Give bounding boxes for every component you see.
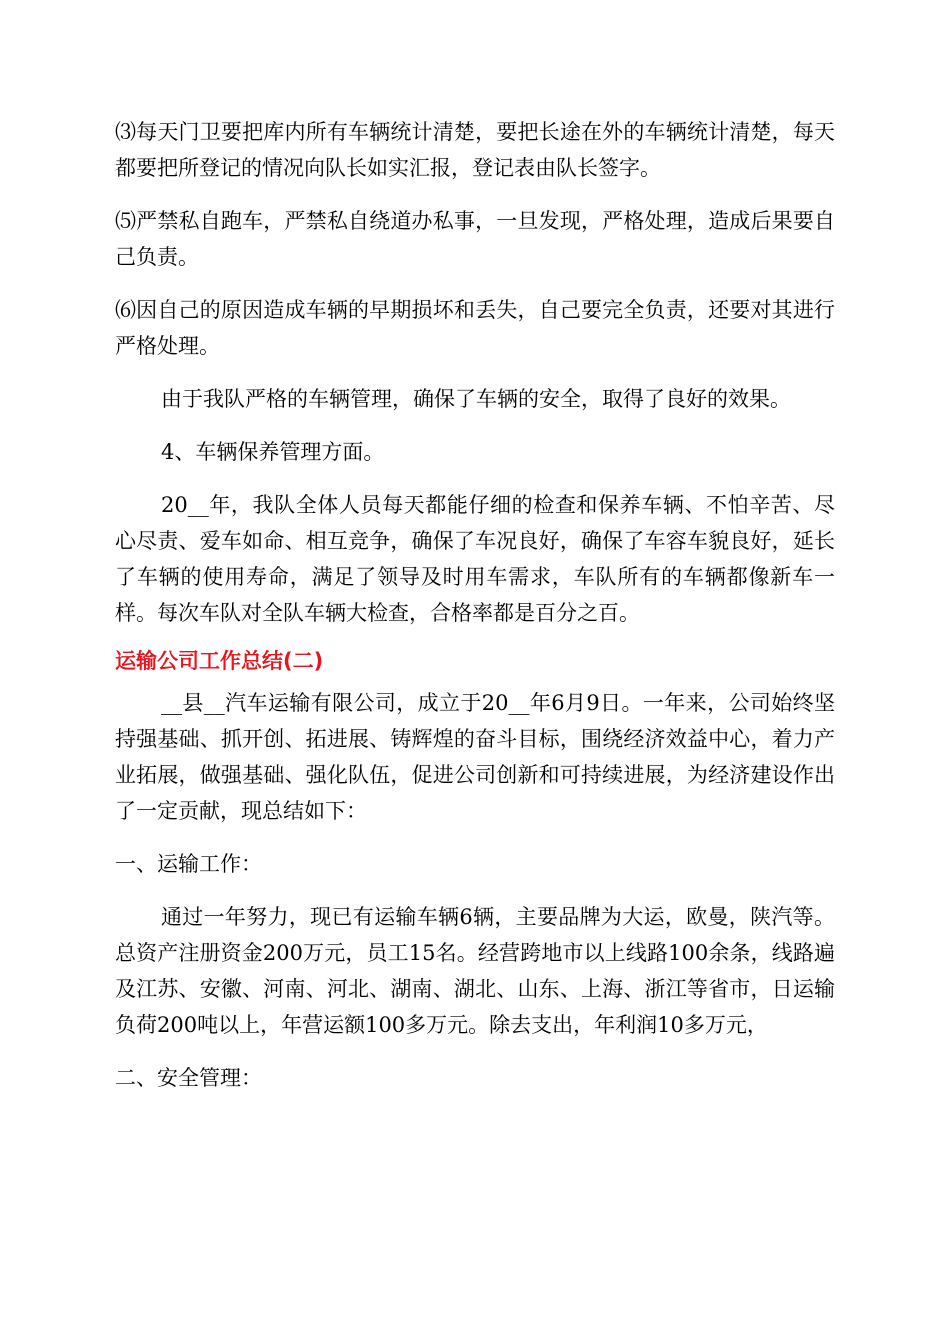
paragraph-company-intro: __县__汽车运输有限公司，成立于20__年6月9日。一年来，公司始终坚持强基础、抓开创、拓进展、铸辉煌的奋斗目标，围绕经济效益中心，着力产业拓展，做强基础、强化队伍，促进公司创新和可持续进展，为经济建设作出了一定贡献，现总结如下： [115,691,835,823]
paragraph-gatekeeper-statistics: ⑶每天门卫要把库内所有车辆统计清楚，要把长途在外的车辆统计清楚，每天都要把所登记的情况向队长如实汇报，登记表由队长签字。 [115,120,835,180]
paragraph-maintenance-detail: 20__年，我队全体人员每天都能仔细的检查和保养车辆、不怕辛苦、尽心尽责、爱车如命、相互竞争，确保了车况良好，确保了车容车貌良好，延长了车辆的使用寿命，满足了领导及时用车需求，车队所有的车辆都像新车一样。每次车队对全队车辆大检查，合格率都是百分之百。 [115,493,835,625]
paragraph-no-private-driving: ⑸严禁私自跑车，严禁私自绕道办私事，一旦发现，严格处理，造成后果要自己负责。 [115,209,835,269]
paragraph-damage-responsibility: ⑹因自己的原因造成车辆的早期损坏和丢失，自己要完全负责，还要对其进行严格处理。 [115,298,835,358]
heading-transport-work: 一、运输工作： [115,852,262,876]
paragraph-management-result: 由于我队严格的车辆管理，确保了车辆的安全，取得了良好的效果。 [161,387,791,411]
paragraph-transport-detail: 通过一年努力，现已有运输车辆6辆，主要品牌为大运，欧曼，陕汽等。总资产注册资金200万元，员工15名。经营跨地市以上线路100余条，线路遍及江苏、安徽、河南、河北、湖南、湖北、山东、上海、浙江等省市，日运输负荷200吨以上，年营运额100多万元。除去支出，年利润10多万元， [115,905,835,1037]
section-title: 运输公司工作总结(二) [115,649,324,673]
heading-safety-management: 二、安全管理： [115,1066,262,1090]
document-page [115,114,835,1096]
paragraph-maintenance-heading: 4、车辆保养管理方面。 [161,440,385,464]
